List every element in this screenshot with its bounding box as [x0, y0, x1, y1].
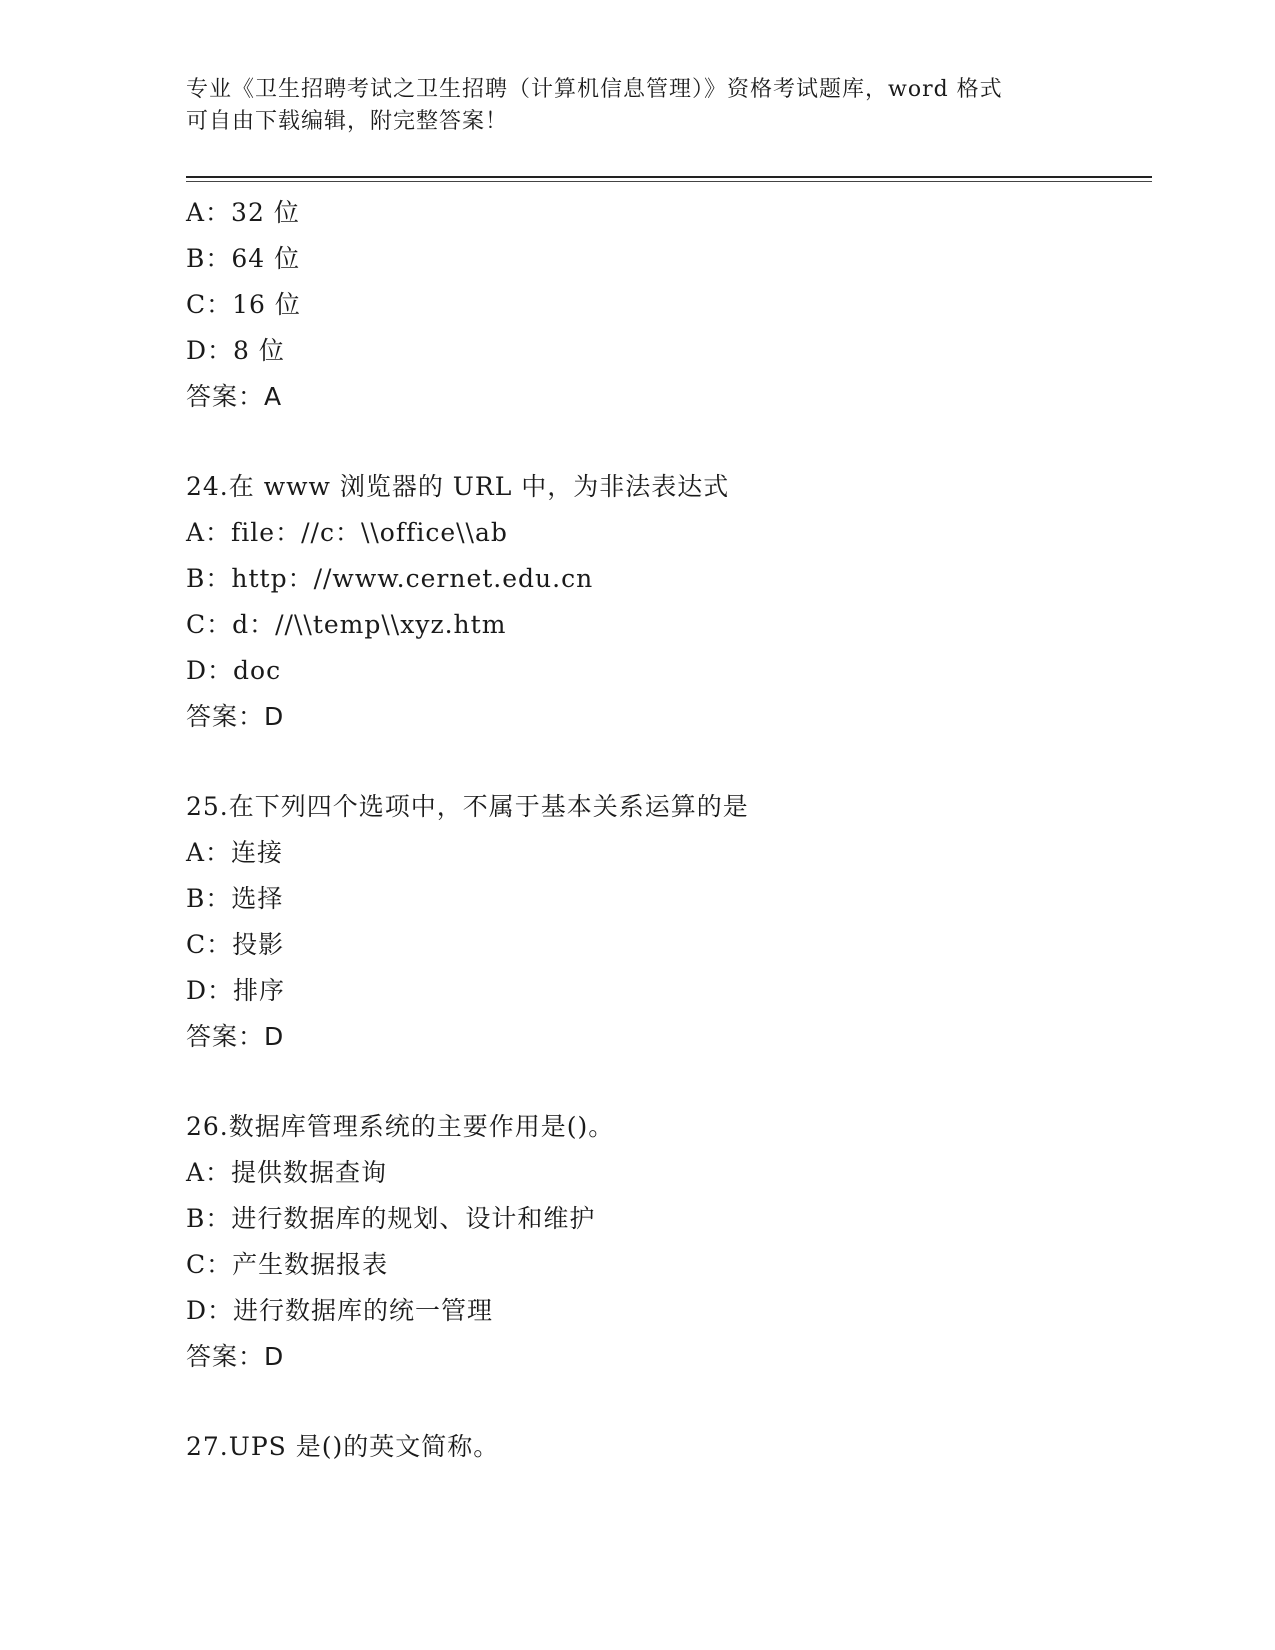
block-spacer — [186, 1380, 1146, 1424]
answer-line: 答案：D — [186, 1022, 285, 1051]
document-header — [186, 74, 1086, 138]
header-divider-thick — [186, 176, 1152, 178]
option-c: C：d：//\\temp\\xyz.htm — [186, 610, 507, 639]
option-b: B：进行数据库的规划、设计和维护 — [186, 1204, 596, 1233]
option-a: A：32 位 — [186, 198, 300, 227]
block-spacer — [186, 740, 1146, 784]
answer-line: 答案：A — [186, 382, 283, 411]
header-divider-thin — [186, 181, 1152, 182]
option-d: D：8 位 — [186, 336, 285, 365]
block-spacer — [186, 1060, 1146, 1104]
question-block — [186, 1424, 1146, 1470]
option-a: A：提供数据查询 — [186, 1158, 388, 1187]
option-b: B：64 位 — [186, 244, 301, 273]
option-b: B：选择 — [186, 884, 284, 913]
question-text: 25.在下列四个选项中，不属于基本关系运算的是 — [186, 792, 749, 821]
question-block — [186, 784, 1146, 1060]
answer-line: 答案：D — [186, 1342, 285, 1371]
option-a: A：file：//c：\\office\\ab — [186, 518, 508, 547]
question-block — [186, 1104, 1146, 1380]
option-a: A：连接 — [186, 838, 284, 867]
option-c: C：产生数据报表 — [186, 1250, 389, 1279]
option-c: C：16 位 — [186, 290, 301, 319]
option-b: B：http：//www.cernet.edu.cn — [186, 564, 594, 593]
answer-line: 答案：D — [186, 702, 285, 731]
option-d: D：进行数据库的统一管理 — [186, 1296, 494, 1325]
question-text: 24.在 www 浏览器的 URL 中，为非法表达式 — [186, 472, 730, 501]
question-block — [186, 464, 1146, 740]
block-spacer — [186, 420, 1146, 464]
option-d: D：排序 — [186, 976, 286, 1005]
header-line-2: 可自由下载编辑，附完整答案！ — [186, 109, 509, 134]
question-text: 26.数据库管理系统的主要作用是()。 — [186, 1112, 615, 1141]
option-d: D：doc — [186, 656, 282, 685]
question-list — [186, 190, 1146, 1470]
header-line-1: 专业《卫生招聘考试之卫生招聘（计算机信息管理）》资格考试题库，word 格式 — [186, 77, 1003, 102]
option-c: C：投影 — [186, 930, 285, 959]
question-block — [186, 190, 1146, 420]
question-text: 27.UPS 是()的英文简称。 — [186, 1432, 500, 1461]
